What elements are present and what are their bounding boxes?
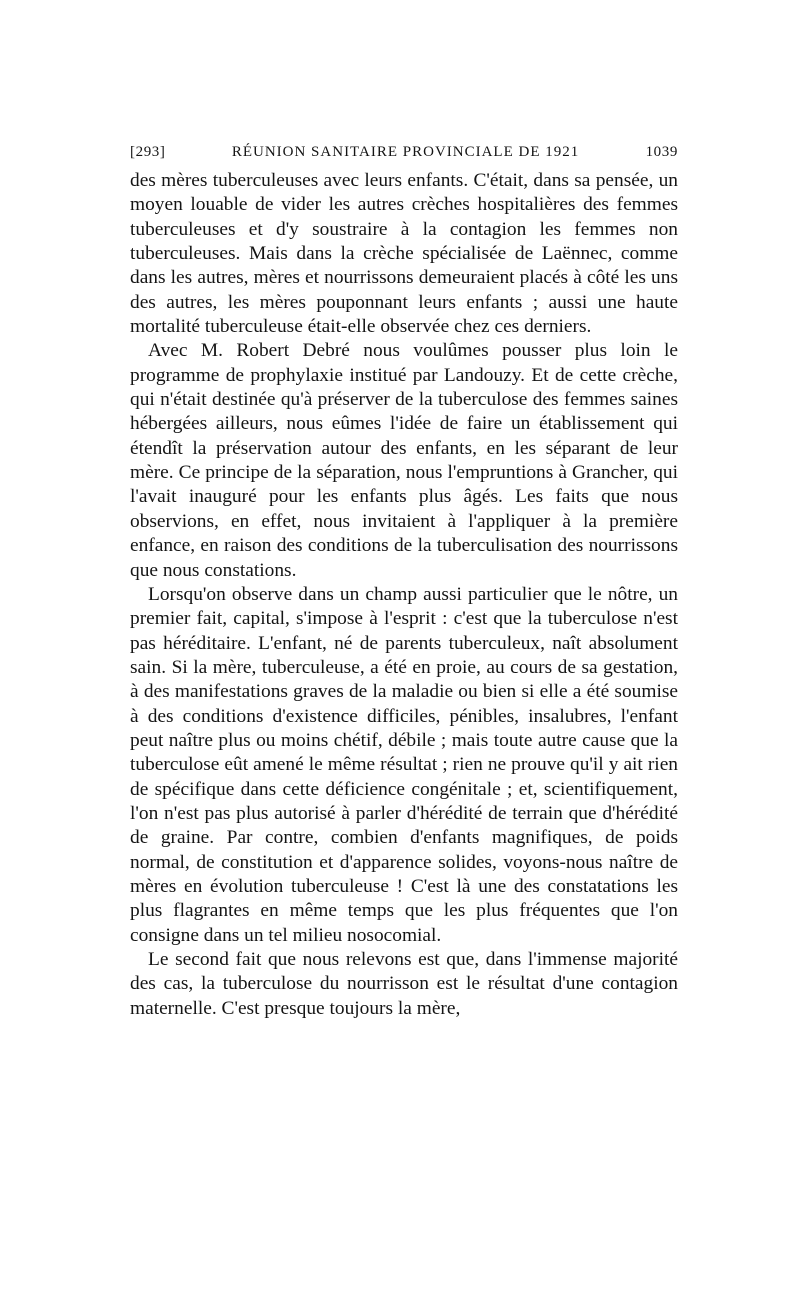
running-header [130, 144, 678, 161]
section-number: [293] [130, 144, 166, 160]
page-number: 1039 [645, 144, 678, 160]
paragraph: Le second fait que nous relevons est que, dans l'immense majorité des cas, la tuberculose du nourrisson est le résultat d'une contagion maternelle. C'est presque toujours la mère, [130, 949, 678, 1019]
paragraph: Lorsqu'on observe dans un champ aussi particulier que le nôtre, un premier fait, capital, s'impose à l'esprit : c'est que la tuberculose n'est pas héréditaire. L'enfant, né de parents tuberculeux, naît absolument sain. Si la mère, tuberculeuse, a été en proie, au cours de sa gestation, à des manifestations graves de la maladie ou bien si elle a été soumise à des conditions d'existence difficiles, pénibles, insalubres, l'enfant peut naître plus ou moins chétif, débile ; mais toute autre cause que la tuberculose eût amené le même résultat ; rien ne prouve qu'il y ait rien de spécifique dans cette déficience congénitale ; et, scientifiquement, l'on n'est pas plus autorisé à parler d'hérédité de terrain que d'hérédité de graine. Par contre, combien d'enfants magnifiques, de poids normal, de constitution et d'apparence solides, voyons-nous naître de mères en évolution tuberculeuse ! C'est là une des constatations les plus flagrantes en même temps que les plus fréquentes que l'on consigne dans un tel milieu nosocomial. [130, 583, 678, 946]
body-text [130, 169, 678, 1021]
paragraph: des mères tuberculeuses avec leurs enfants. C'était, dans sa pensée, un moyen louable de vider les autres crèches hospitalières des femmes tuberculeuses et d'y soustraire à la contagion les femmes non tuberculeuses. Mais dans la crèche spécialisée de Laënnec, comme dans les autres, mères et nourrissons demeuraient placés à côté les uns des autres, les mères pouponnant leurs enfants ; aussi une haute mortalité tuberculeuse était-elle observée chez ces derniers. [130, 170, 678, 338]
document-page [130, 144, 678, 1021]
paragraph: Avec M. Robert Debré nous voulûmes pousser plus loin le programme de prophylaxie institué par Landouzy. Et de cette crèche, qui n'était destinée qu'à préserver de la tuberculose des femmes saines hébergées ailleurs, nous eûmes l'idée de faire un établissement qui étendît la préservation autour des enfants, en les séparant de leur mère. Ce principe de la séparation, nous l'empruntions à Grancher, qui l'avait inauguré pour les enfants plus âgés. Les faits que nous observions, en effet, nous invitaient à l'appliquer à la première enfance, en raison des conditions de la tuberculisation des nourrissons que nous constations. [130, 340, 678, 581]
running-title: RÉUNION SANITAIRE PROVINCIALE DE 1921 [231, 144, 580, 160]
